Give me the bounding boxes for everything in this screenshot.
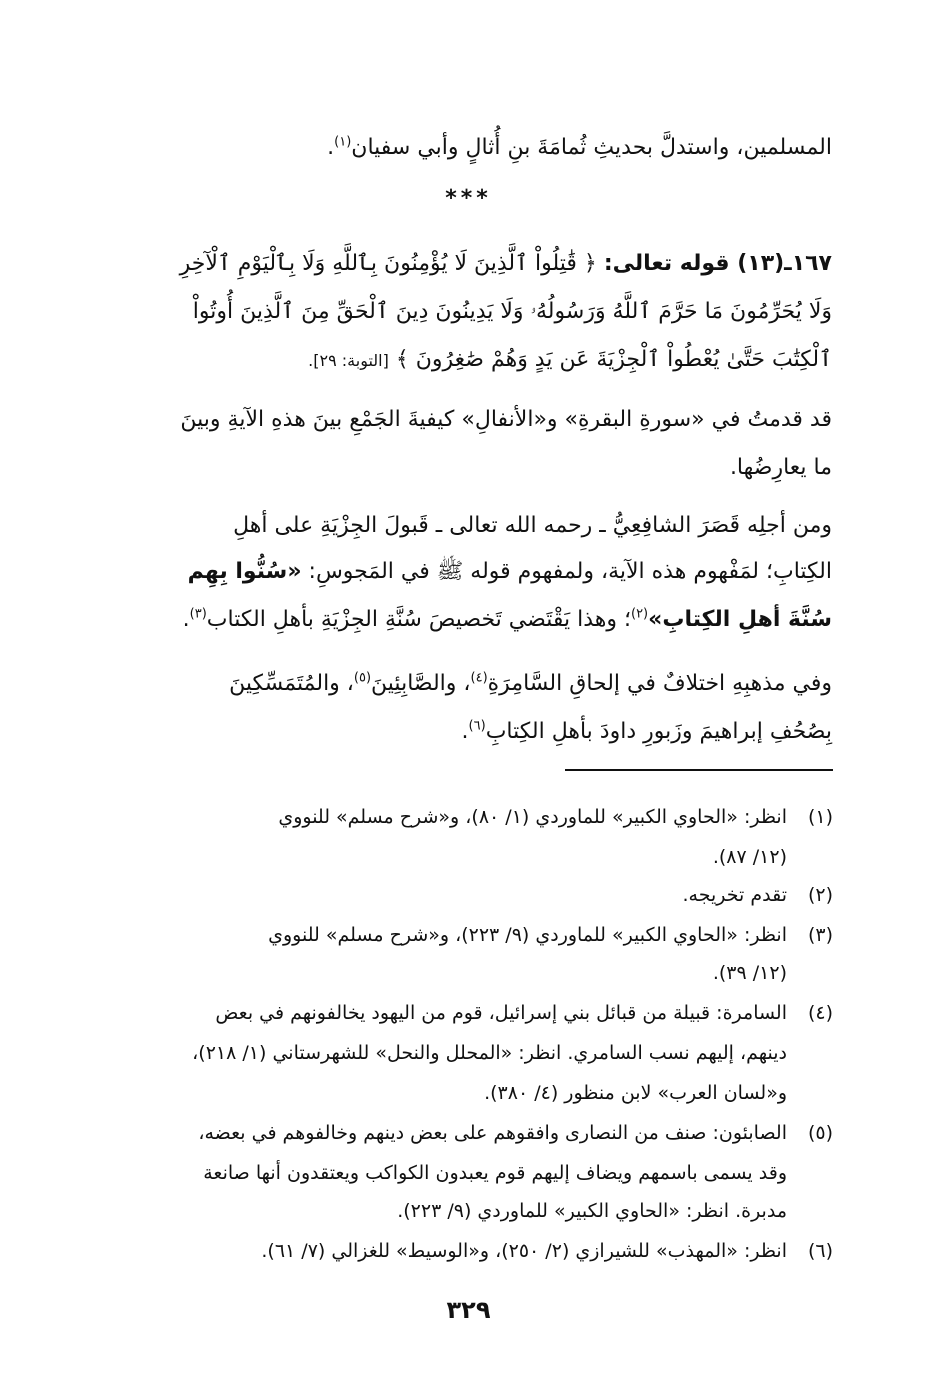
verse-reference: [التوبة: ٢٩].	[308, 351, 389, 370]
intro-end: .	[327, 135, 335, 160]
footnote-ref: (٣)	[189, 606, 207, 622]
para2-line-2	[188, 552, 832, 592]
footnote-number: (٢)	[807, 884, 833, 906]
verse-line-2: وَلَا يُحَرِّمُونَ مَا حَرَّمَ ٱللَّهُ وَرَسُولُهُۥ وَلَا يَدِينُونَ دِينَ ٱلْحَقِّ مِنَ ٱلَّذِينَ أُوتُواْ	[192, 299, 832, 324]
footnote-line: مدبرة. انظر: «الحاوي الكبير» للماوردي (٩/ ٢٢٣).	[397, 1200, 787, 1222]
footnote-ref: (١)	[334, 134, 352, 150]
footnote-ref: (٦)	[468, 718, 486, 734]
para2-line-1: ومن أجلِه قَصَرَ الشافِعِيُّ ـ رحمه الله تعالى ـ قَبولَ الجِزْيَةِ على أهلِ	[233, 513, 832, 538]
footnote-number: (٥)	[807, 1122, 833, 1144]
footnote-line: انظر: «الحاوي الكبير» للماوردي (٩/ ٢٢٣)، و«شرح مسلم» للنووي	[268, 924, 787, 946]
para3-text: ، والصَّابِئِينَ	[371, 671, 471, 696]
page-number: ٣٢٩	[446, 1296, 491, 1324]
footnote-line: السامرة: قبيلة من قبائل بني إسرائيل، قوم من اليهود يخالفونهم في بعض	[215, 1002, 787, 1024]
para2-line-3	[183, 600, 832, 640]
intro-text: المسلمين، واستدلَّ بحديثِ ثُمامَةَ بنِ أُثالٍ وأبي سفيان	[351, 135, 832, 160]
para3-text: وفي مذهبِهِ اختلافٌ في إلحاقِ السَّامِرَةِ	[487, 671, 832, 696]
footnote-divider	[565, 769, 833, 771]
hadith-quote: «سُنُّوا بِهِم	[187, 559, 302, 584]
quran-text: ﴿ قَٰتِلُواْ ٱلَّذِينَ لَا يُؤْمِنُونَ بِٱللَّهِ وَلَا بِٱلْيَوْمِ ٱلْآخِرِ	[179, 251, 597, 276]
footnote-number: (٤)	[807, 1002, 833, 1024]
para1-line-2: ما يعارِضُها.	[729, 455, 832, 480]
verse-line-1	[180, 244, 832, 284]
para2-end: .	[182, 607, 190, 632]
footnote-number: (٣)	[807, 924, 833, 946]
footnote-ref: (٢)	[630, 606, 649, 622]
footnote-line: انظر: «الحاوي الكبير» للماوردي (١/ ٨٠)، و«شرح مسلم» للنووي	[278, 806, 787, 828]
para3-line-2	[462, 712, 832, 752]
intro-line	[327, 128, 832, 168]
para3-line-1	[229, 664, 832, 704]
footnote-line: انظر: «المهذب» للشيرازي (٢/ ٢٥٠)، و«الوسيط» للغزالي (٧/ ٦١).	[261, 1240, 787, 1262]
footnote-ref: (٥)	[353, 670, 372, 686]
footnote-line: تقدم تخريجه.	[682, 884, 787, 906]
verse-number: ١٦٧ـ(١٣) قوله تعالى:	[603, 251, 832, 276]
footnote-ref: (٤)	[470, 670, 488, 686]
para2-text: ؛ وهذا يَقْتَضي تَخصيصَ سُنَّةِ الجِزْيَةِ بأهلِ الكتاب	[206, 607, 631, 632]
footnote-number: (١)	[807, 806, 833, 828]
section-separator: ***	[445, 186, 492, 211]
quran-text: ٱلْكِتَٰبَ حَتَّىٰ يُعْطُواْ ٱلْجِزْيَةَ عَن يَدٍ وَهُمْ صَٰغِرُونَ ﴾	[395, 347, 832, 372]
para3-text: ، والمُتَمَسِّكِينَ	[229, 671, 354, 696]
para2-text: الكِتابِ؛ لمَفْهوم هذه الآية، ولمفهوم قوله ﷺ في المَجوسِ:	[308, 559, 832, 584]
footnote-line: و«لسان العرب» لابن منظور (٤/ ٣٨٠).	[484, 1082, 787, 1104]
hadith-quote-end: سُنَّةَ أهلِ الكِتابِ»	[648, 607, 832, 632]
verse-line-3	[308, 340, 832, 381]
footnote-number: (٦)	[807, 1240, 833, 1262]
para3-text: بِصُحُفِ إبراهيمَ وزَبورِ داودَ بأهلِ الكِتابِ	[485, 719, 832, 744]
footnote-line: (١٢/ ٣٩).	[712, 962, 787, 984]
footnote-line: وقد يسمى باسمهم ويضاف إليهم قوم يعبدون الكواكب ويعتقدون أنها صانعة	[203, 1162, 787, 1184]
footnote-line: الصابئون: صنف من النصارى وافقوهم على بعض دينهم وخالفوهم في بعضه،	[198, 1122, 787, 1144]
para1-line-1: قد قدمتُ في «سورةِ البقرةِ» و«الأنفالِ» كيفيةَ الجَمْعِ بينَ هذهِ الآيةِ وبينَ	[180, 407, 832, 432]
footnote-line: (١٢/ ٨٧).	[712, 846, 787, 868]
footnote-line: دينهم، إليهم نسب السامري. انظر: «المحلل والنحل» للشهرستاني (١/ ٢١٨)،	[192, 1042, 787, 1064]
para3-end: .	[461, 719, 469, 744]
